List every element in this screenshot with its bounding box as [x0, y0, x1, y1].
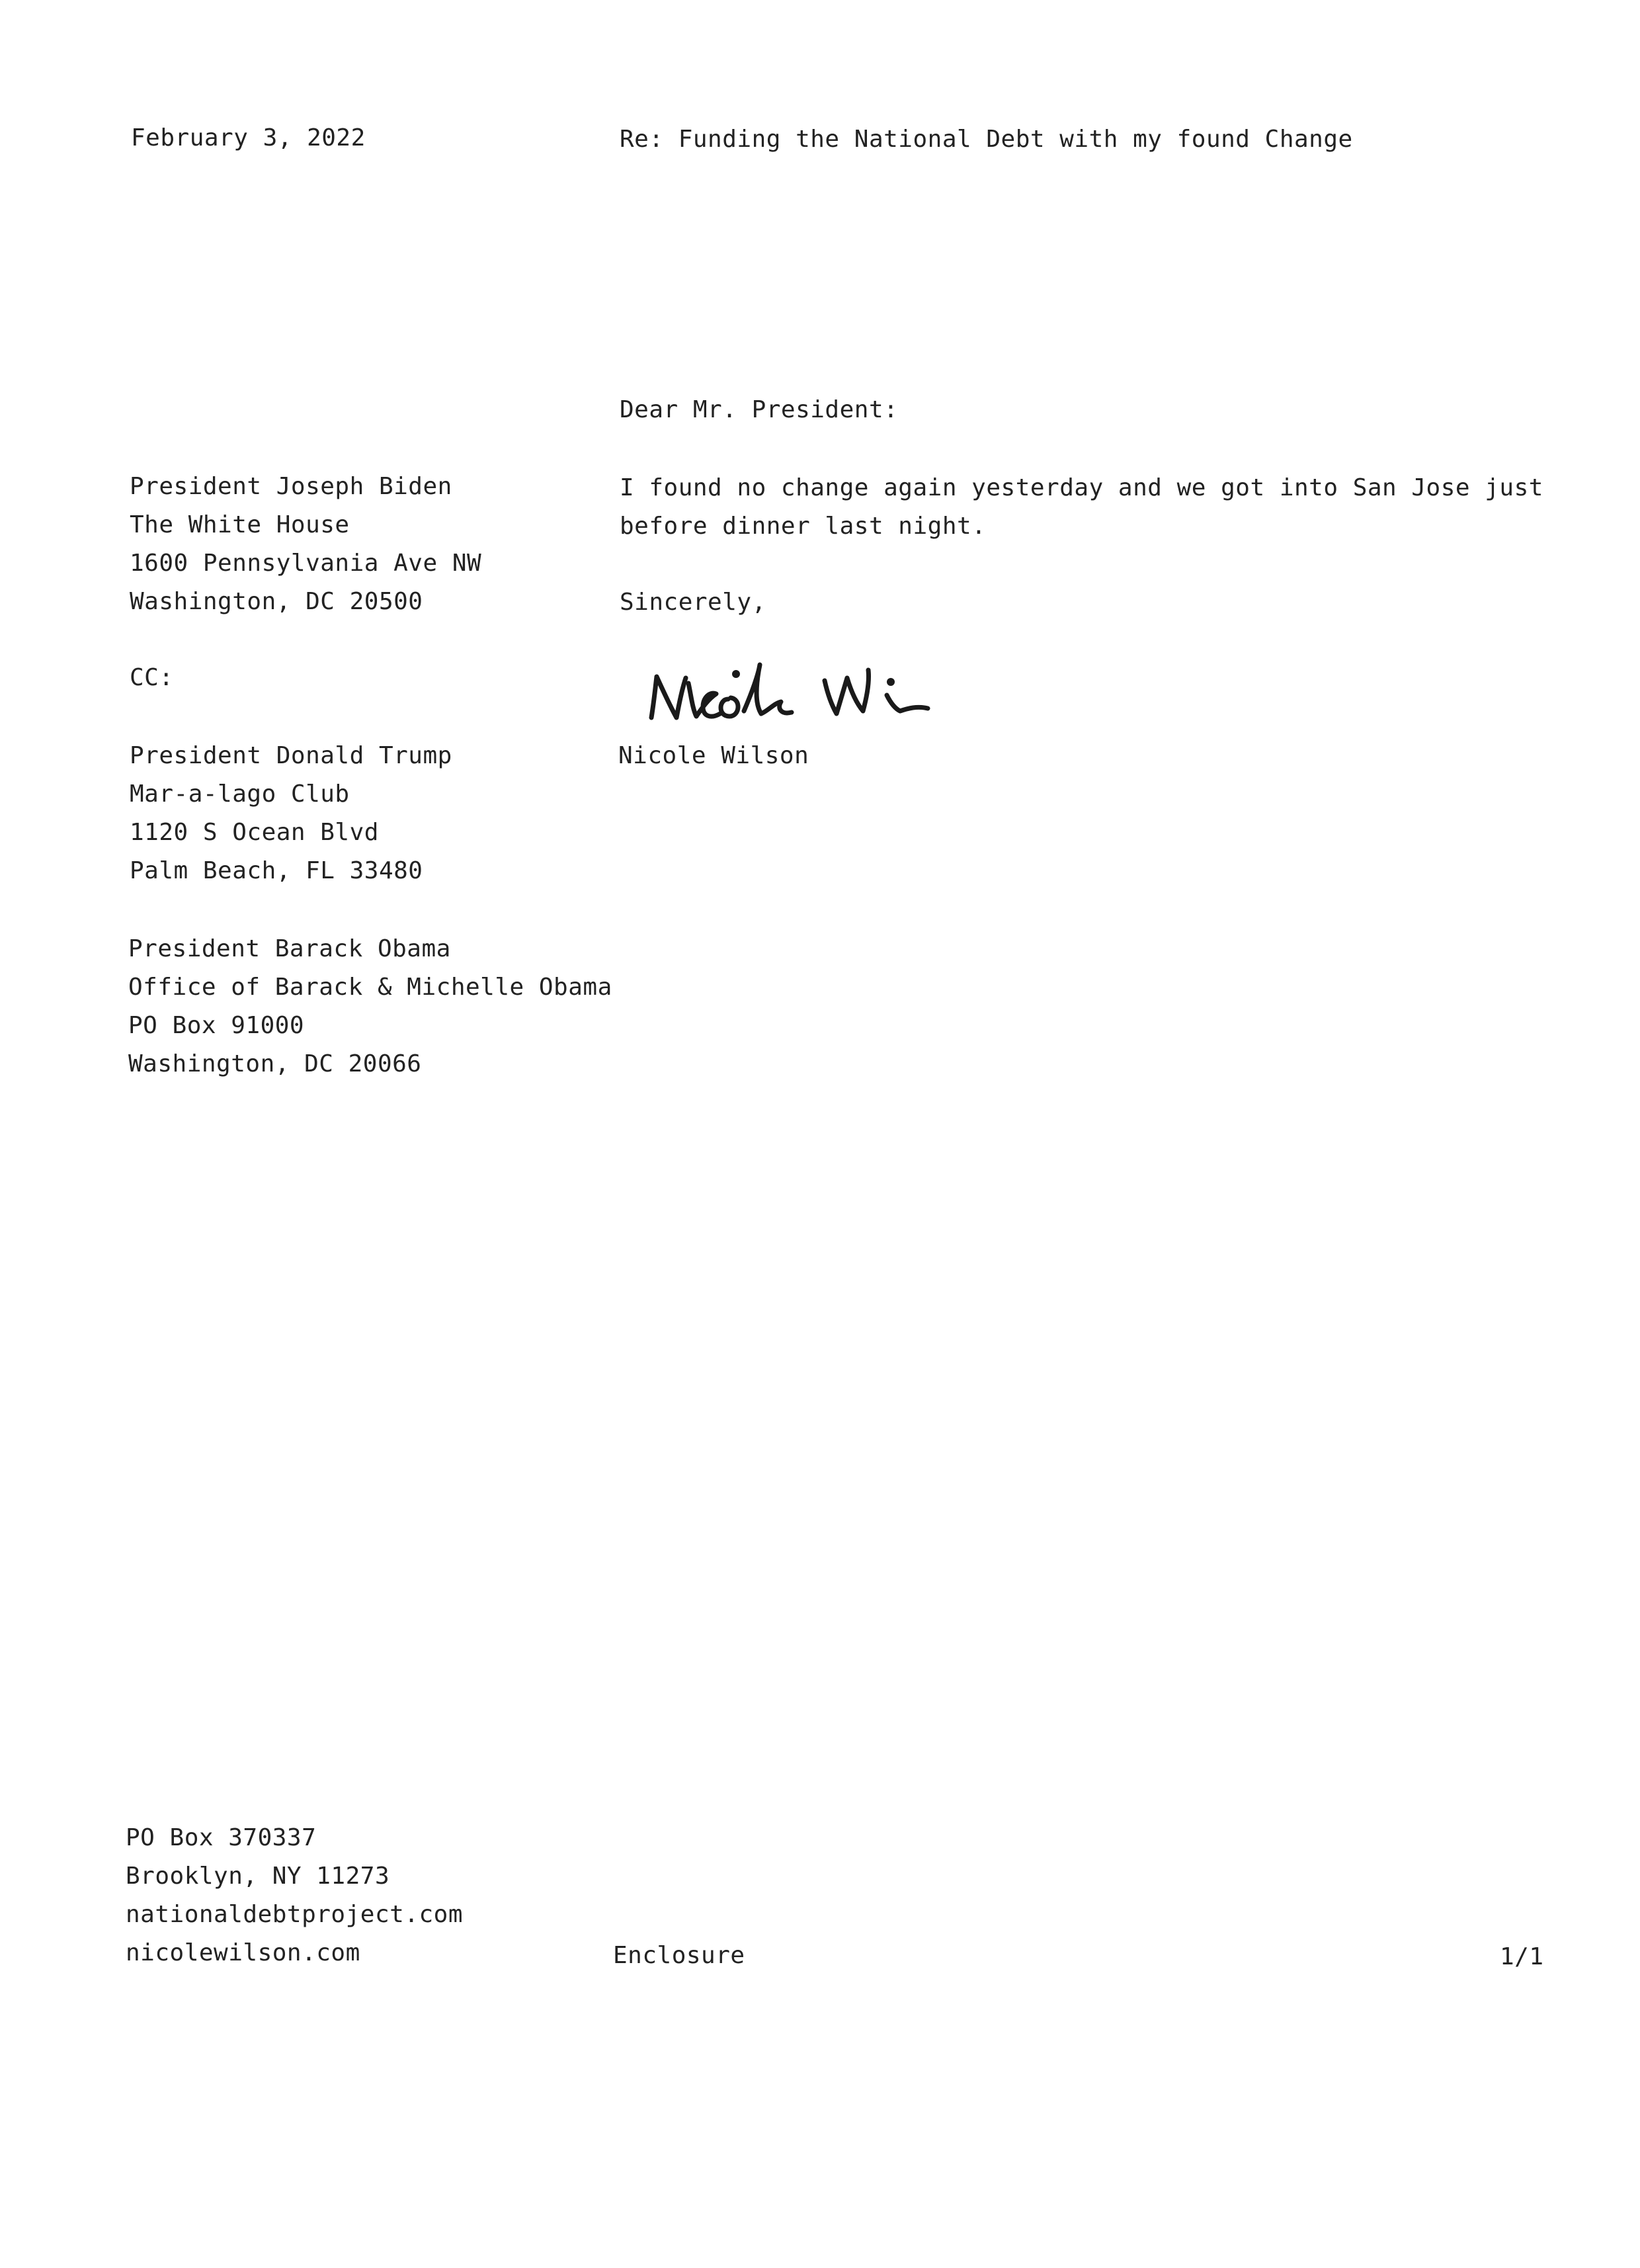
recipient-line: The White House: [130, 511, 350, 538]
cc-recipient-line: President Barack Obama: [128, 935, 451, 962]
recipient-line: 1600 Pennsylvania Ave NW: [130, 550, 482, 577]
cc-recipient-line: Mar-a-lago Club: [130, 780, 350, 808]
page-number: 1/1: [1500, 1943, 1544, 1970]
cc-recipient-line: Washington, DC 20066: [128, 1050, 422, 1077]
cc-recipient-line: Office of Barack & Michelle Obama: [128, 974, 612, 1001]
salutation: Dear Mr. President:: [620, 396, 899, 423]
recipient-line: Washington, DC 20500: [130, 588, 423, 615]
cc-recipient-address: [130, 737, 452, 890]
cc-recipient-line: Palm Beach, FL 33480: [130, 857, 423, 884]
cc-recipient-line: 1120 S Ocean Blvd: [130, 819, 379, 846]
cc-recipient-line: President Donald Trump: [130, 742, 452, 769]
letter-date: February 3, 2022: [131, 124, 366, 151]
sender-line: nicolewilson.com: [126, 1939, 360, 1966]
cc-recipient-line: PO Box 91000: [128, 1012, 305, 1039]
cc-recipient-address: [128, 930, 612, 1083]
recipient-address: [130, 468, 481, 621]
handwritten-signature: [645, 645, 969, 737]
sender-line: nationaldebtproject.com: [126, 1901, 463, 1928]
signer-name: Nicole Wilson: [618, 742, 809, 769]
body-line: before dinner last night.: [620, 513, 987, 540]
letter-subject: Re: Funding the National Debt with my found Change: [620, 126, 1353, 153]
sender-line: PO Box 370337: [126, 1824, 317, 1851]
enclosure-note: Enclosure: [613, 1942, 745, 1969]
sender-line: Brooklyn, NY 11273: [126, 1863, 390, 1890]
letter-body: [620, 469, 1543, 546]
sender-address: [126, 1819, 463, 1972]
closing: Sincerely,: [620, 589, 766, 616]
cc-label: CC:: [130, 664, 174, 691]
recipient-line: President Joseph Biden: [130, 473, 452, 500]
body-line: I found no change again yesterday and we got into San Jose just: [620, 474, 1543, 501]
